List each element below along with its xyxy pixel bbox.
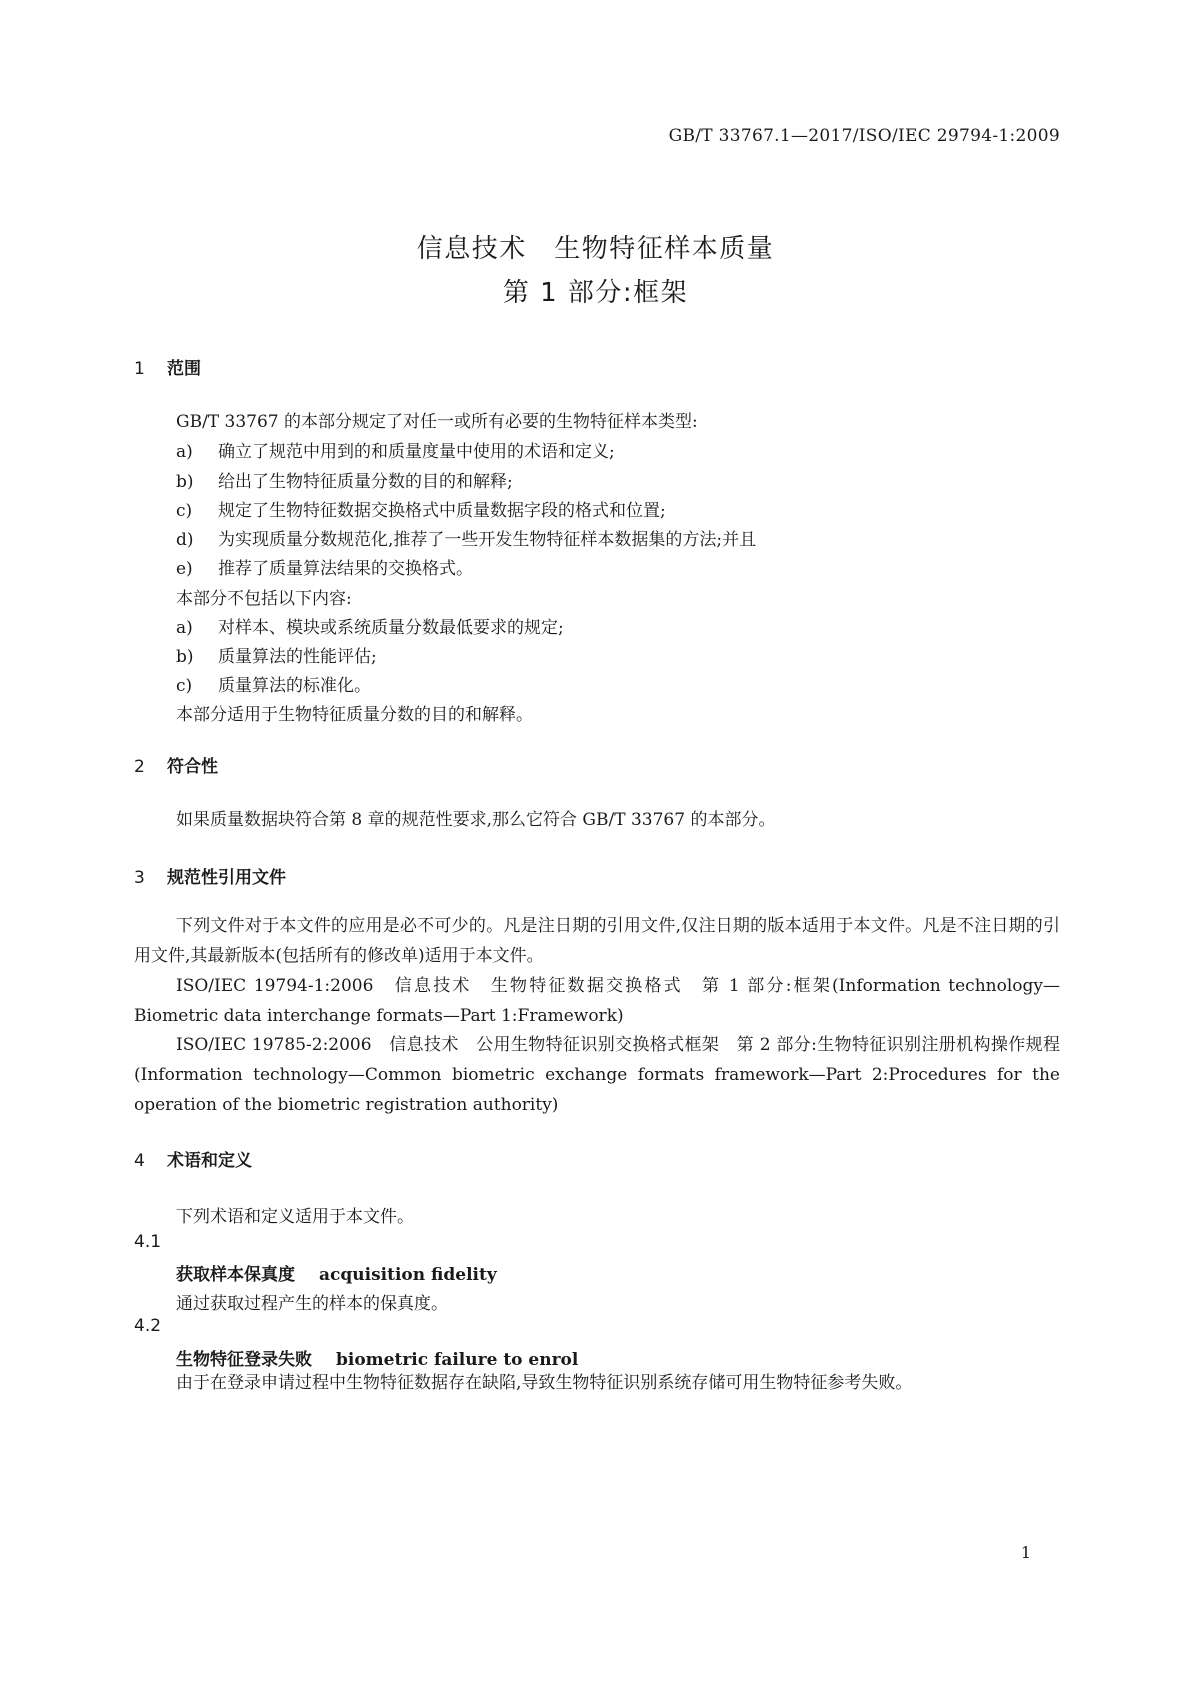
section-title: 范围 xyxy=(167,359,201,379)
document-title: 信息技术 生物特征样本质量 xyxy=(416,234,775,264)
scope-item xyxy=(176,554,473,579)
section-number: 4 xyxy=(134,1151,145,1171)
section-number: 2 xyxy=(134,757,145,777)
exclude-intro: 本部分不包括以下内容: xyxy=(176,589,352,609)
section-title: 符合性 xyxy=(167,757,218,777)
document-subtitle: 第 1 部分:框架 xyxy=(502,278,689,308)
term-name xyxy=(176,1345,578,1370)
item-text: 为实现质量分数规范化,推荐了一些开发生物特征样本数据集的方法;并且 xyxy=(218,530,757,550)
item-label: a) xyxy=(176,618,193,638)
item-label: b) xyxy=(176,472,194,492)
section-title: 规范性引用文件 xyxy=(167,868,286,888)
item-label: a) xyxy=(176,442,193,462)
item-text: 质量算法的标准化。 xyxy=(218,676,371,696)
scope-item xyxy=(176,467,513,492)
section-1-heading xyxy=(134,354,201,379)
normative-reference: ISO/IEC 19785-2:2006 信息技术 公用生物特征识别交换格式框架 第 2 部分:生物特征识别注册机构操作规程(Information technology—Common biometric exchange formats framework—Part 2:Procedures for the operation of the biometric registration authority) xyxy=(134,1035,1060,1115)
term-name-zh: 生物特征登录失败 xyxy=(176,1350,312,1370)
scope-item xyxy=(176,496,666,521)
section-number: 1 xyxy=(134,359,145,379)
normative-intro: 下列文件对于本文件的应用是必不可少的。凡是注日期的引用文件,仅注日期的版本适用于本文件。凡是不注日期的引用文件,其最新版本(包括所有的修改单)适用于本文件。 xyxy=(134,916,1060,966)
section-4-heading xyxy=(134,1146,252,1171)
item-text: 对样本、模块或系统质量分数最低要求的规定; xyxy=(218,618,564,638)
scope-intro: GB/T 33767 的本部分规定了对任一或所有必要的生物特征样本类型: xyxy=(176,412,698,432)
term-number: 4.2 xyxy=(134,1316,162,1336)
terms-intro: 下列术语和定义适用于本文件。 xyxy=(176,1207,414,1227)
term-number: 4.1 xyxy=(134,1232,162,1252)
term-name-en: biometric failure to enrol xyxy=(336,1350,579,1370)
standard-code: GB/T 33767.1—2017/ISO/IEC 29794-1:2009 xyxy=(668,126,1060,146)
normative-reference: ISO/IEC 19794-1:2006 信息技术 生物特征数据交换格式 第 1 部分:框架(Information technology—Biometric data interchange formats—Part 1:Framework) xyxy=(134,976,1060,1026)
item-text: 给出了生物特征质量分数的目的和解释; xyxy=(218,472,513,492)
item-text: 推荐了质量算法结果的交换格式。 xyxy=(218,559,473,579)
exclude-item xyxy=(176,642,377,667)
page-number: 1 xyxy=(1020,1543,1031,1562)
exclude-item xyxy=(176,613,564,638)
section-3-heading xyxy=(134,863,286,888)
item-text: 规定了生物特征数据交换格式中质量数据字段的格式和位置; xyxy=(218,501,666,521)
item-label: c) xyxy=(176,501,193,521)
conformance-text: 如果质量数据块符合第 8 章的规范性要求,那么它符合 GB/T 33767 的本部分。 xyxy=(176,810,776,830)
section-number: 3 xyxy=(134,868,145,888)
term-definition: 通过获取过程产生的样本的保真度。 xyxy=(176,1294,448,1314)
scope-item xyxy=(176,525,756,550)
section-2-heading xyxy=(134,752,218,777)
item-label: d) xyxy=(176,530,194,550)
term-name-en: acquisition fidelity xyxy=(319,1265,497,1285)
item-label: b) xyxy=(176,647,194,667)
scope-closing: 本部分适用于生物特征质量分数的目的和解释。 xyxy=(176,705,533,725)
scope-item xyxy=(176,437,615,462)
item-label: e) xyxy=(176,559,193,579)
term-name xyxy=(176,1260,497,1285)
term-definition: 由于在登录申请过程中生物特征数据存在缺陷,导致生物特征识别系统存储可用生物特征参考失败。 xyxy=(176,1373,913,1393)
section-title: 术语和定义 xyxy=(167,1151,252,1171)
exclude-item xyxy=(176,671,371,696)
item-text: 确立了规范中用到的和质量度量中使用的术语和定义; xyxy=(218,442,615,462)
item-text: 质量算法的性能评估; xyxy=(218,647,377,667)
term-name-zh: 获取样本保真度 xyxy=(176,1265,295,1285)
item-label: c) xyxy=(176,676,193,696)
